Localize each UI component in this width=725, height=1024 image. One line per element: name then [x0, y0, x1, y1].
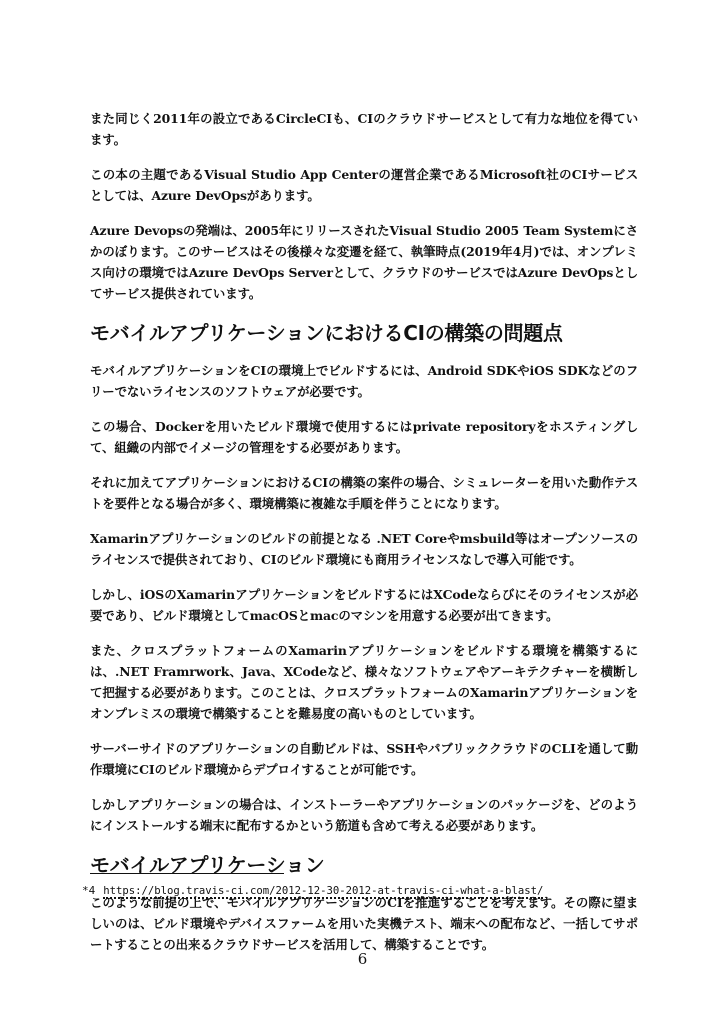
footnote-mark: *4 [82, 884, 96, 897]
footnote-divider [90, 873, 284, 874]
paragraph-distribution: しかしアプリケーションの場合は、インストーラーやアプリケーションのパッケージを、どのようにインストールする端末に配布するかという筋道も含めて考える必要があります。 [90, 797, 638, 833]
paragraph-simulator: それに加えてアプリケーションにおけるCIの構築の案件の場合、シミュレーターを用いた動作テストを要件となる場合が多く、環境構築に複雑な手順を伴うことになります。 [90, 475, 638, 511]
paragraph-ios-xcode: しかし、iOSのXamarinアプリケーションをビルドするにはXCodeならびにそのライセンスが必要であり、ビルド環境としてmacOSとmacのマシンを用意する必要が出てきます。 [90, 587, 638, 623]
paragraph-azure-intro: この本の主題であるVisual Studio App Centerの運営企業であるMicrosoft社のCIサービスとしては、Azure DevOpsがあります。 [90, 167, 638, 203]
page-body [90, 108, 638, 969]
paragraph-docker: この場合、Dockerを用いたビルド環境で使用するにはprivate repositoryをホスティングして、組織の内部でイメージの管理をする必要があります。 [90, 419, 638, 455]
footnote-link[interactable]: https://blog.travis-ci.com/2012-12-30-2012-at-travis-ci-what-a-blast/ [103, 885, 544, 897]
paragraph-azure-history: Azure Devopsの発端は、2005年にリリースされたVisual Studio 2005 Team Systemにさかのぼります。このサービスはその後様々な変遷を経て、執筆時点(2019年4月)では、オンプレミス向けの環境ではAzure DevOps Serverとして、クラウドのサービスではAzure DevOpsとしてサービス提供されています。 [90, 223, 638, 301]
paragraph-circleci: また同じく2011年の設立であるCircleCIも、CIのクラウドサービスとして有力な地位を得ています。 [90, 111, 638, 147]
section-heading-ci-problems: モバイルアプリケーションにおけるCIの構築の問題点 [90, 321, 563, 345]
paragraph-cloud-service: このような前提の上で、モバイルアプリケーションのCIを推進することを考えます。その際に望ましいのは、ビルド環境やデバイスファームを用いた実機テスト、端末への配布など、一括してサポートすることの出来るクラウドサービスを活用して、構築することです。 [90, 895, 638, 952]
page-number: 6 [357, 950, 368, 968]
paragraph-xamarin-oss: Xamarinアプリケーションのビルドの前提となる .NET Coreやmsbuild等はオープンソースのライセンスで提供されており、CIのビルド環境にも商用ライセンスなしで導入可能です。 [90, 531, 638, 567]
footnote [82, 882, 642, 900]
paragraph-cross-platform: また、クロスプラットフォームのXamarinアプリケーションをビルドする環境を構築するには、.NET Framrwork、Java、XCodeなど、様々なソフトウェアやアーキテクチャーを横断して把握する必要があります。このことは、クロスプラットフォームのXamarinアプリケーションをオンプレミスの環境で構築することを難易度の高いものとしています。 [90, 643, 638, 721]
paragraph-server-side: サーバーサイドのアプリケーションの自動ビルドは、SSHやパブリッククラウドのCLIを通して動作環境にCIのビルド環境からデプロイすることが可能です。 [90, 741, 638, 777]
section-heading-mobile-app: モバイルアプリケーション [90, 853, 325, 877]
paragraph-sdk-license: モバイルアプリケーションをCIの環境上でビルドするには、Android SDKやiOS SDKなどのフリーでないライセンスのソフトウェアが必要です。 [90, 363, 638, 399]
